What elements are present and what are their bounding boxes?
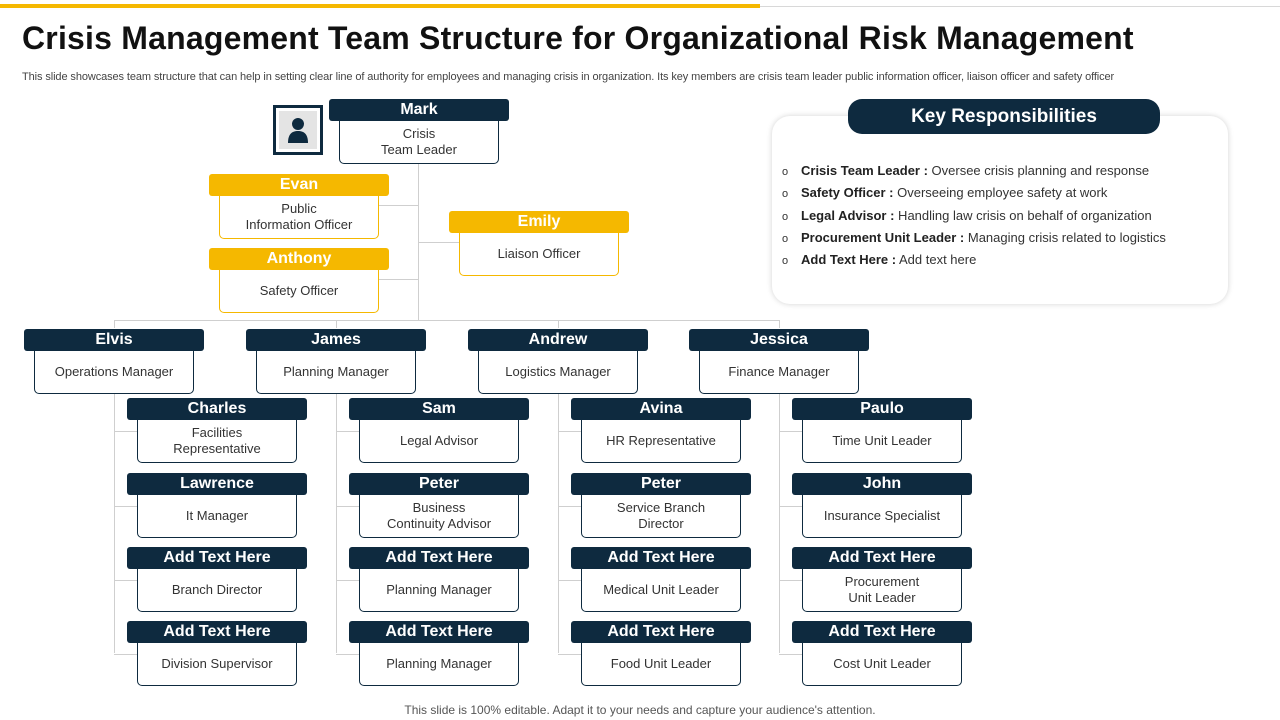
connector-team-branch [558,506,582,507]
node-name: Emily [449,211,629,233]
node-name: Add Text Here [127,547,307,569]
node-role: Crisis Team Leader [339,121,499,164]
connector-team-spine-3 [558,393,559,653]
node-role: Insurance Specialist [802,495,962,538]
user-icon [273,105,323,155]
user-silhouette-icon [287,117,309,143]
node-name: Charles [127,398,307,420]
connector-drop-4 [779,320,780,328]
node-role: Procurement Unit Leader [802,569,962,612]
node-role: Planning Manager [359,643,519,686]
connector-team-branch [114,431,138,432]
connector-team-branch [114,506,138,507]
node-role: Safety Officer [219,270,379,313]
node-name: Add Text Here [792,621,972,643]
node-role: Finance Manager [699,351,859,394]
node-role: Medical Unit Leader [581,569,741,612]
connector-emily [418,242,460,243]
node-role: Planning Manager [256,351,416,394]
node-role: Logistics Manager [478,351,638,394]
node-name: Add Text Here [571,547,751,569]
list-item [782,229,1166,251]
node-role: Planning Manager [359,569,519,612]
node-role: Branch Director [137,569,297,612]
key-responsibilities-title: Key Responsibilities [848,99,1160,134]
item-label: Safety Officer : [801,185,894,201]
item-label: Procurement Unit Leader : [801,229,965,245]
connector-team-branch [558,580,582,581]
connector-team-branch [779,580,803,581]
connector-team-branch [779,654,803,655]
connector-team-spine-1 [114,393,115,653]
node-name: Add Text Here [349,621,529,643]
node-name: Evan [209,174,389,196]
bullet-icon: o [782,166,789,178]
connector-team-branch [336,654,360,655]
connector-team-spine-2 [336,393,337,653]
top-accent-bar [0,4,760,8]
connector-team-branch [779,431,803,432]
node-name: Andrew [468,329,648,351]
item-label: Crisis Team Leader : [801,163,928,178]
node-role: Food Unit Leader [581,643,741,686]
bullet-icon: o [782,188,789,201]
top-divider-line [760,6,1280,7]
list-item [782,162,1166,184]
node-name: John [792,473,972,495]
node-name: Elvis [24,329,204,351]
connector-drop-2 [336,320,337,328]
item-text: Add text here [896,252,977,268]
connector-team-spine-4 [779,393,780,653]
connector-drop-3 [558,320,559,328]
node-name: Peter [571,473,751,495]
node-role: Operations Manager [34,351,194,394]
item-text: Handling law crisis on behalf of organization [894,207,1152,223]
node-name: Mark [329,99,509,121]
node-name: Add Text Here [571,621,751,643]
node-name: Add Text Here [792,547,972,569]
connector-managers-bus [114,320,780,321]
connector-team-branch [114,580,138,581]
item-label: Add Text Here : [801,252,897,268]
footer-note: This slide is 100% editable. Adapt it to your needs and capture your audience's attention. [404,703,876,717]
node-name: Jessica [689,329,869,351]
connector-team-branch [779,506,803,507]
connector-team-branch [336,431,360,432]
node-role: Liaison Officer [459,233,619,276]
page-title: Crisis Management Team Structure for Organizational Risk Management [22,20,1134,56]
item-text: Overseeing employee safety at work [893,185,1108,201]
page-subtitle: This slide showcases team structure that can help in setting clear line of authority for employees and managing crisis in organization. Its key members are crisis team leader public information officer, liaison officer and safety officer [22,71,1115,83]
node-name: Add Text Here [349,547,529,569]
node-role: Legal Advisor [359,420,519,463]
item-text: Oversee crisis planning and response [927,163,1150,178]
list-item [782,184,1166,206]
node-role: Business Continuity Advisor [359,495,519,538]
bullet-icon: o [782,255,789,268]
connector-evan [379,205,419,206]
node-role: HR Representative [581,420,741,463]
key-responsibilities-list [782,162,1166,273]
connector-team-branch [336,506,360,507]
list-item [782,207,1166,229]
connector-drop-1 [114,320,115,328]
connector-team-branch [558,431,582,432]
connector-team-branch [558,654,582,655]
node-role: It Manager [137,495,297,538]
node-name: Avina [571,398,751,420]
node-role: Cost Unit Leader [802,643,962,686]
node-name: Lawrence [127,473,307,495]
node-name: Anthony [209,248,389,270]
node-role: Division Supervisor [137,643,297,686]
connector-team-branch [114,654,138,655]
item-label: Legal Advisor : [801,207,895,223]
node-role: Service Branch Director [581,495,741,538]
bullet-icon: o [782,210,789,223]
node-name: Peter [349,473,529,495]
node-role: Time Unit Leader [802,420,962,463]
list-item [782,251,1166,273]
node-role: Facilities Representative [137,420,297,463]
bullet-icon: o [782,232,789,245]
node-name: Sam [349,398,529,420]
node-name: James [246,329,426,351]
item-text: Managing crisis related to logistics [964,229,1166,245]
connector-team-branch [336,580,360,581]
node-role: Public Information Officer [219,196,379,239]
node-name: Add Text Here [127,621,307,643]
node-name: Paulo [792,398,972,420]
connector-anthony [379,279,419,280]
